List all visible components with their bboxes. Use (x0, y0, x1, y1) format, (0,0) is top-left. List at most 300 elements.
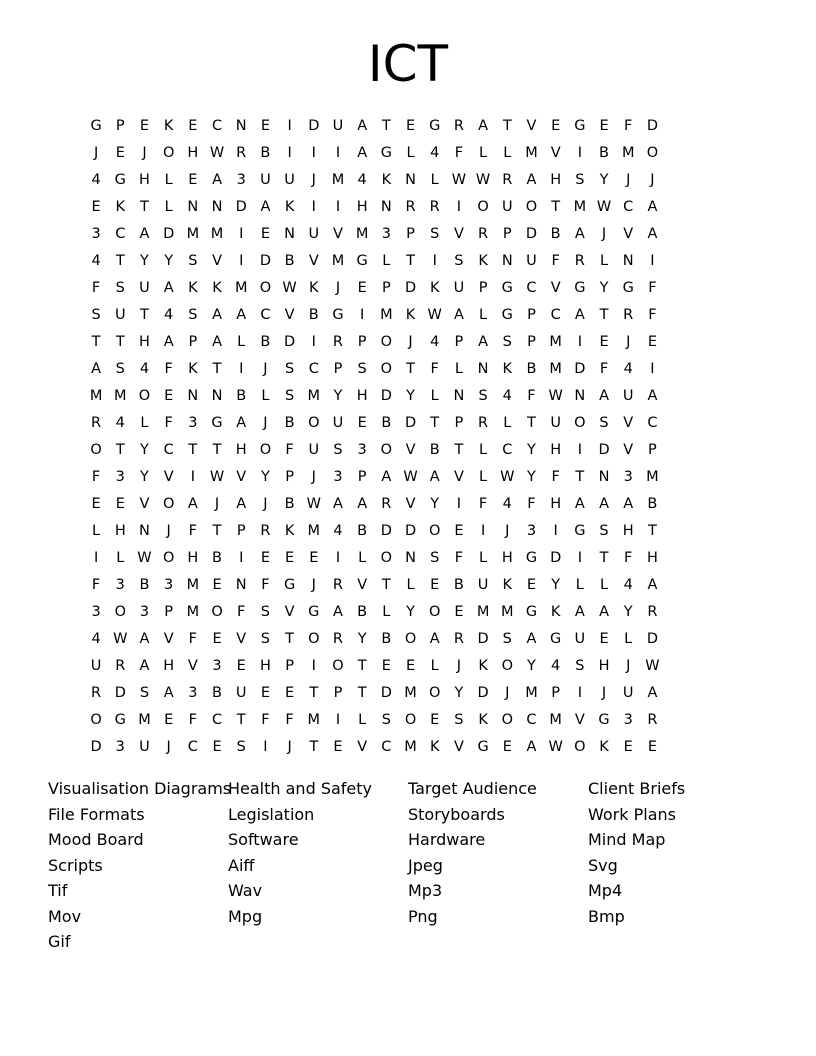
grid-cell: E (115, 144, 125, 161)
grid-cell: U (550, 414, 561, 431)
grid-cell: S (381, 711, 391, 728)
grid-cell: G (429, 117, 441, 134)
grid-cell: O (501, 657, 513, 674)
grid-cell: M (525, 684, 538, 701)
grid-cell: I (239, 225, 244, 242)
grid-cell: R (332, 576, 343, 593)
grid-cell: I (311, 657, 316, 674)
grid-cell: M (114, 387, 127, 404)
grid-cell: S (599, 522, 609, 539)
grid-cell: J (505, 522, 510, 539)
grid-cell: N (211, 387, 223, 404)
grid-cell: F (91, 279, 101, 296)
grid-cell: J (311, 468, 316, 485)
grid-cell: B (260, 144, 271, 161)
grid-cell: J (287, 738, 292, 755)
grid-cell: V (284, 306, 295, 323)
grid-cell: L (164, 171, 173, 188)
grid-cell: J (166, 738, 171, 755)
grid-cell: E (260, 117, 270, 134)
grid-cell: L (164, 198, 173, 215)
grid-cell: F (430, 360, 439, 377)
grid-cell: T (502, 117, 512, 134)
grid-cell: R (574, 252, 585, 269)
word-list-item: Png (408, 906, 438, 926)
grid-row (84, 409, 744, 436)
grid-cell: U (501, 198, 513, 215)
grid-cell: 4 (115, 414, 125, 431)
grid-row (84, 652, 744, 679)
grid-cell: A (526, 630, 537, 647)
grid-cell: O (429, 603, 441, 620)
grid-cell: C (187, 738, 198, 755)
grid-cell: I (190, 468, 195, 485)
grid-cell: O (525, 198, 538, 215)
word-list-item: Mp4 (588, 881, 623, 900)
grid-cell: T (140, 306, 149, 323)
grid-cell: R (405, 198, 416, 215)
grid-cell: G (550, 630, 562, 647)
grid-cell: Y (527, 468, 536, 485)
grid-cell: H (114, 522, 126, 539)
grid-cell: B (212, 684, 222, 701)
grid-cell: T (115, 333, 125, 350)
grid-cell: N (501, 252, 513, 269)
grid-cell: W (475, 171, 491, 188)
grid-cell: R (381, 495, 392, 512)
grid-cell: T (357, 684, 367, 701)
grid-cell: I (311, 198, 316, 215)
grid-cell: Y (599, 171, 609, 188)
grid-cell: D (284, 333, 296, 350)
grid-cell: J (505, 684, 510, 701)
grid-cell: L (92, 522, 101, 539)
grid-cell: K (188, 360, 198, 377)
grid-cell: J (650, 171, 655, 188)
grid-cell: R (332, 630, 343, 647)
grid-cell: D (308, 117, 320, 134)
grid-cell: I (577, 144, 582, 161)
grid-cell: C (381, 738, 392, 755)
grid-cell: O (574, 738, 586, 755)
grid-cell: G (622, 279, 634, 296)
grid-cell: B (284, 495, 295, 512)
grid-cell: I (577, 549, 582, 566)
grid-cell: Y (140, 252, 149, 269)
grid-cell: F (527, 387, 536, 404)
grid-cell: T (647, 522, 657, 539)
word-list-item: Bmp (588, 906, 625, 926)
grid-cell: 3 (188, 414, 198, 431)
grid-cell: L (382, 252, 391, 269)
grid-cell: L (382, 603, 391, 620)
grid-cell: F (478, 495, 488, 512)
grid-cell: Y (551, 576, 561, 593)
grid-cell: V (550, 279, 561, 296)
grid-cell: J (214, 495, 220, 512)
grid-cell: B (381, 414, 392, 431)
grid-cell: 3 (357, 441, 367, 458)
grid-cell: J (311, 576, 316, 593)
grid-cell: H (235, 441, 247, 458)
grid-cell: V (187, 657, 198, 674)
grid-cell: C (526, 279, 537, 296)
grid-cell: B (526, 360, 537, 377)
grid-cell: E (599, 117, 609, 134)
grid-cell: A (574, 495, 585, 512)
grid-row (84, 598, 744, 625)
word-list-item: Client Briefs (588, 779, 686, 798)
grid-cell: A (453, 306, 464, 323)
grid-cell: A (357, 144, 368, 161)
grid-cell: V (623, 414, 634, 431)
grid-cell: W (403, 468, 418, 485)
grid-cell: V (405, 441, 416, 458)
grid-cell: V (163, 630, 174, 647)
grid-cell: F (648, 306, 657, 323)
grid-row (84, 436, 744, 463)
grid-row (84, 355, 744, 382)
grid-cell: U (477, 576, 489, 593)
grid-cell: I (239, 549, 244, 566)
grid-cell: M (621, 144, 635, 161)
grid-cell: A (599, 387, 609, 404)
grid-cell: R (647, 603, 658, 620)
grid-cell: A (212, 306, 222, 323)
grid-cell: 3 (236, 171, 246, 188)
grid-cell: O (114, 603, 126, 620)
grid-cell: O (90, 441, 102, 458)
word-search-grid (84, 112, 744, 760)
word-list-item: Health and Safety (228, 779, 372, 798)
grid-cell: N (139, 522, 150, 539)
grid-cell: V (284, 603, 295, 620)
grid-cell: C (550, 306, 561, 323)
grid-cell: A (647, 684, 658, 701)
grid-cell: D (114, 684, 126, 701)
grid-cell: G (90, 117, 102, 134)
grid-cell: U (90, 657, 102, 674)
grid-cell: R (647, 711, 658, 728)
grid-cell: V (453, 225, 464, 242)
grid-cell: U (114, 306, 126, 323)
grid-cell: T (381, 117, 391, 134)
grid-cell: T (91, 333, 101, 350)
grid-cell: G (283, 576, 296, 593)
grid-cell: M (331, 171, 345, 188)
grid-cell: C (647, 414, 658, 431)
grid-cell: L (503, 144, 512, 161)
grid-cell: A (236, 495, 247, 512)
grid-cell: R (332, 333, 343, 350)
grid-cell: Y (527, 441, 536, 458)
grid-cell: T (381, 576, 391, 593)
grid-cell: A (599, 603, 609, 620)
grid-cell: P (406, 225, 415, 242)
grid-cell: R (453, 117, 464, 134)
grid-cell: C (163, 441, 174, 458)
grid-cell: A (647, 387, 658, 404)
grid-cell: N (284, 225, 296, 242)
grid-cell: V (236, 468, 247, 485)
grid-cell: A (236, 414, 247, 431)
grid-cell: K (429, 738, 440, 755)
grid-cell: D (598, 441, 610, 458)
grid-cell: I (287, 144, 292, 161)
grid-cell: A (647, 576, 658, 593)
grid-cell: L (479, 144, 488, 161)
grid-cell: 3 (381, 225, 391, 242)
grid-cell: O (162, 144, 175, 161)
grid-cell: T (140, 198, 149, 215)
grid-cell: H (622, 522, 634, 539)
grid-cell: A (478, 117, 489, 134)
grid-cell: N (598, 468, 610, 485)
grid-cell: S (502, 333, 512, 350)
grid-cell: U (235, 684, 247, 701)
grid-cell: J (626, 333, 631, 350)
grid-cell: T (575, 468, 585, 485)
grid-cell: 4 (623, 576, 633, 593)
grid-cell: A (212, 171, 222, 188)
grid-cell: N (405, 549, 416, 566)
grid-cell: O (429, 684, 441, 701)
grid-cell: P (551, 684, 561, 701)
grid-cell: L (479, 441, 488, 458)
grid-row (84, 706, 744, 733)
grid-cell: A (187, 495, 198, 512)
grid-cell: O (380, 549, 393, 566)
grid-cell: H (550, 171, 562, 188)
grid-cell: F (261, 711, 270, 728)
grid-cell: T (406, 360, 415, 377)
grid-cell: N (622, 252, 634, 269)
grid-cell: S (284, 387, 295, 404)
grid-cell: S (115, 360, 125, 377)
grid-cell: S (333, 441, 343, 458)
grid-cell: S (284, 360, 295, 377)
grid-cell: M (307, 387, 321, 404)
grid-cell: K (478, 711, 488, 728)
grid-cell: C (115, 225, 126, 242)
grid-cell: C (502, 441, 513, 458)
grid-cell: K (284, 198, 295, 215)
grid-cell: 3 (164, 576, 174, 593)
grid-cell: M (307, 711, 321, 728)
grid-cell: J (263, 360, 268, 377)
grid-cell: O (380, 360, 393, 377)
grid-cell: K (599, 738, 609, 755)
grid-cell: H (550, 441, 562, 458)
grid-cell: M (186, 225, 200, 242)
grid-cell: T (599, 549, 609, 566)
grid-cell: B (212, 549, 222, 566)
grid-cell: V (453, 468, 464, 485)
grid-cell: O (380, 441, 393, 458)
grid-cell: F (237, 603, 246, 620)
grid-cell: E (333, 738, 343, 755)
grid-cell: A (139, 630, 150, 647)
grid-row (84, 544, 744, 571)
grid-cell: E (405, 657, 416, 674)
grid-cell: P (527, 333, 536, 350)
grid-cell: S (139, 684, 150, 701)
grid-cell: F (164, 360, 173, 377)
grid-cell: T (212, 522, 222, 539)
grid-cell: I (456, 495, 462, 512)
grid-cell: P (236, 522, 246, 539)
grid-cell: F (454, 549, 464, 566)
grid-cell: G (332, 306, 344, 323)
grid-cell: C (623, 198, 634, 215)
grid-cell: F (91, 576, 101, 593)
grid-cell: P (333, 360, 343, 377)
grid-row (84, 382, 744, 409)
grid-row (84, 112, 744, 139)
grid-cell: O (429, 522, 441, 539)
grid-cell: V (163, 468, 174, 485)
grid-cell: K (188, 279, 198, 296)
grid-cell: N (405, 171, 416, 188)
grid-cell: F (188, 522, 198, 539)
grid-cell: M (331, 252, 345, 269)
grid-cell: 4 (502, 387, 512, 404)
grid-cell: O (308, 414, 320, 431)
grid-cell: V (357, 738, 368, 755)
grid-cell: I (311, 144, 316, 161)
grid-cell: M (404, 684, 417, 701)
grid-cell: T (430, 414, 440, 431)
grid-cell: L (575, 576, 584, 593)
grid-cell: S (430, 549, 440, 566)
grid-cell: K (115, 198, 126, 215)
word-list-item: Mov (48, 906, 82, 926)
grid-cell: R (115, 657, 126, 674)
grid-cell: E (212, 576, 222, 593)
grid-cell: G (308, 603, 320, 620)
grid-cell: O (404, 630, 417, 647)
grid-cell: U (332, 414, 344, 431)
grid-cell: B (599, 144, 609, 161)
grid-cell: 4 (139, 360, 150, 377)
grid-cell: A (381, 468, 392, 485)
grid-cell: M (549, 360, 562, 377)
grid-cell: I (335, 711, 341, 728)
grid-row (84, 301, 744, 328)
grid-cell: N (235, 576, 247, 593)
grid-cell: E (285, 684, 295, 701)
grid-cell: U (139, 738, 150, 755)
grid-cell: M (210, 225, 224, 242)
grid-cell: M (89, 387, 103, 404)
word-list-item: Aiff (228, 855, 255, 875)
grid-row (84, 274, 744, 301)
grid-cell: F (551, 468, 560, 485)
grid-cell: 4 (333, 522, 343, 539)
grid-cell: R (478, 414, 489, 431)
grid-cell: U (526, 252, 537, 269)
grid-cell: W (209, 468, 225, 485)
grid-cell: P (333, 684, 343, 701)
grid-cell: G (501, 279, 513, 296)
grid-cell: 3 (212, 657, 222, 674)
grid-cell: F (527, 495, 536, 512)
grid-cell: 4 (164, 306, 174, 323)
grid-cell: D (646, 630, 658, 647)
grid-cell: I (553, 522, 558, 539)
grid-cell: J (311, 171, 316, 188)
grid-cell: U (308, 225, 320, 242)
grid-cell: Y (623, 603, 633, 620)
word-list-item: Wav (228, 881, 263, 900)
grid-cell: T (309, 738, 319, 755)
grid-cell: J (456, 657, 462, 674)
grid-cell: A (429, 630, 440, 647)
grid-cell: E (502, 738, 512, 755)
grid-cell: M (186, 576, 200, 593)
grid-cell: D (574, 360, 586, 377)
grid-cell: S (599, 414, 609, 431)
grid-cell: J (626, 171, 631, 188)
grid-cell: B (357, 522, 368, 539)
grid-cell: L (599, 576, 609, 593)
word-list-item: Tif (48, 881, 68, 900)
grid-cell: L (358, 549, 367, 566)
grid-cell: C (211, 117, 223, 134)
grid-cell: Y (140, 441, 149, 458)
grid-cell: P (381, 279, 391, 296)
grid-cell: P (502, 225, 512, 242)
grid-cell: U (139, 279, 150, 296)
grid-cell: O (501, 711, 513, 728)
grid-cell: H (139, 171, 150, 188)
grid-cell: V (550, 144, 561, 161)
grid-cell: M (549, 711, 562, 728)
grid-cell: G (356, 252, 368, 269)
grid-cell: U (284, 171, 295, 188)
grid-cell: V (453, 738, 464, 755)
grid-cell: E (647, 333, 657, 350)
grid-cell: D (646, 117, 658, 134)
grid-cell: G (477, 738, 489, 755)
grid-cell: M (549, 333, 562, 350)
grid-cell: T (406, 252, 415, 269)
grid-cell: P (454, 414, 464, 431)
grid-cell: I (335, 198, 341, 215)
grid-cell: I (650, 360, 655, 377)
grid-cell: E (212, 630, 222, 647)
grid-cell: U (622, 684, 634, 701)
grid-cell: P (648, 441, 657, 458)
grid-cell: L (116, 549, 125, 566)
grid-cell: E (405, 117, 416, 134)
grid-cell: J (142, 144, 147, 161)
grid-cell: K (502, 576, 513, 593)
grid-cell: E (454, 603, 464, 620)
grid-cell: A (333, 603, 343, 620)
grid-cell: 3 (115, 738, 125, 755)
grid-cell: D (404, 414, 417, 431)
grid-cell: W (500, 468, 515, 485)
grid-cell: E (188, 117, 198, 134)
grid-cell: B (550, 225, 561, 242)
grid-cell: K (405, 306, 416, 323)
grid-cell: H (646, 549, 658, 566)
grid-cell: A (526, 738, 537, 755)
grid-row (84, 679, 744, 706)
grid-cell: O (259, 441, 272, 458)
grid-cell: A (139, 225, 150, 242)
